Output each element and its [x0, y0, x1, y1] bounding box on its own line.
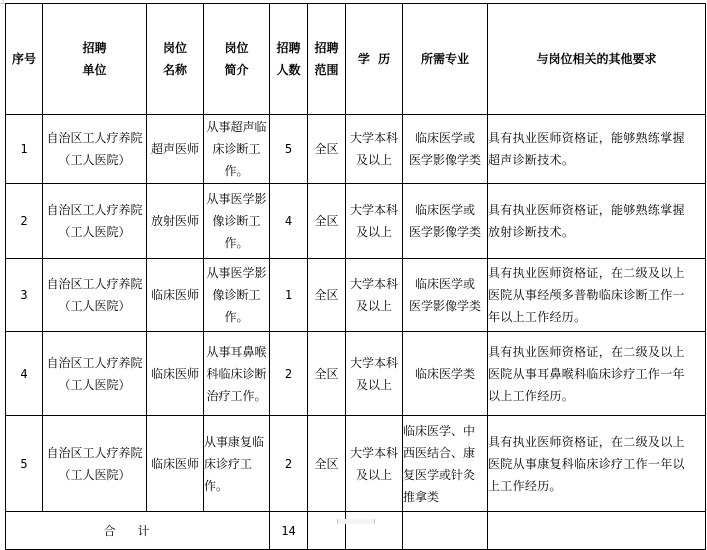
- cell-education: 大学本科 及以上: [346, 115, 403, 184]
- header-other-requirements: 与岗位相关的其他要求: [488, 4, 706, 115]
- cell-index: 1: [6, 115, 43, 184]
- table-row: [6, 416, 706, 512]
- total-other-empty: [488, 512, 706, 550]
- cell-position-intro: 从事超声临 床诊断工 作。: [204, 115, 270, 184]
- header-education: 学 历: [346, 4, 403, 115]
- table-row: [6, 115, 706, 184]
- cell-index: 3: [6, 259, 43, 332]
- cell-headcount: 1: [270, 259, 308, 332]
- total-major-empty: [403, 512, 488, 550]
- cell-scope: 全区: [308, 115, 346, 184]
- cell-education: 大学本科 及以上: [346, 416, 403, 512]
- total-education-empty: [346, 512, 403, 550]
- cell-position-intro: 从事康复临 床诊疗工 作。: [204, 416, 270, 512]
- cell-position-name: 超声医师: [147, 115, 204, 184]
- cell-unit: 自治区工人疗养院 （工人医院）: [43, 332, 147, 416]
- cell-scope: 全区: [308, 259, 346, 332]
- table-row: [6, 259, 706, 332]
- total-label: 合计: [6, 512, 270, 550]
- total-scope-empty: [308, 512, 346, 550]
- cell-position-name: 临床医师: [147, 416, 204, 512]
- cell-other-requirements: 具有执业医师资格证，能够熟练掌握 超声诊断技术。: [488, 115, 706, 184]
- cell-unit: 自治区工人疗养院 （工人医院）: [43, 115, 147, 184]
- cell-major: 临床医学或 医学影像学类: [403, 115, 488, 184]
- total-row: [6, 512, 706, 550]
- corner-marker: [0, 0, 4, 4]
- cell-unit: 自治区工人疗养院 （工人医院）: [43, 184, 147, 259]
- header-headcount: 招聘 人数: [270, 4, 308, 115]
- recruitment-table: [5, 3, 706, 550]
- cell-unit: 自治区工人疗养院 （工人医院）: [43, 416, 147, 512]
- header-position-name: 岗位 名称: [147, 4, 204, 115]
- header-scope: 招聘 范围: [308, 4, 346, 115]
- cell-other-requirements: 具有执业医师资格证，在二级及以上 医院从事耳鼻喉科临床诊疗工作一年 以上工作经历。: [488, 332, 706, 416]
- header-unit: 招聘 单位: [43, 4, 147, 115]
- cell-scope: 全区: [308, 416, 346, 512]
- cell-major: 临床医学或 医学影像学类: [403, 259, 488, 332]
- cell-position-name: 临床医师: [147, 259, 204, 332]
- table-row: [6, 332, 706, 416]
- cell-unit: 自治区工人疗养院 （工人医院）: [43, 259, 147, 332]
- cell-position-intro: 从事医学影 像诊断工 作。: [204, 184, 270, 259]
- header-position-intro: 岗位 简介: [204, 4, 270, 115]
- cell-major: 临床医学、中 西医结合、康 复医学或针灸 推拿类: [403, 416, 488, 512]
- cell-headcount: 4: [270, 184, 308, 259]
- cell-education: 大学本科 及以上: [346, 332, 403, 416]
- table-row: [6, 184, 706, 259]
- horizontal-scrollbar-thumb[interactable]: [337, 519, 375, 524]
- cell-education: 大学本科 及以上: [346, 259, 403, 332]
- cell-index: 2: [6, 184, 43, 259]
- cell-headcount: 2: [270, 332, 308, 416]
- cell-position-intro: 从事医学影 像诊断工 作。: [204, 259, 270, 332]
- cell-index: 4: [6, 332, 43, 416]
- cell-other-requirements: 具有执业医师资格证，在二级及以上 医院从事经颅多普勒临床诊断工作一 年以上工作经历。: [488, 259, 706, 332]
- header-major: 所需专业: [403, 4, 488, 115]
- cell-other-requirements: 具有执业医师资格证，在二级及以上 医院从事康复科临床诊疗工作一年以 上工作经历。: [488, 416, 706, 512]
- header-row: [6, 4, 706, 115]
- cell-education: 大学本科 及以上: [346, 184, 403, 259]
- cell-position-intro: 从事耳鼻喉 科临床诊断 治疗工作。: [204, 332, 270, 416]
- cell-scope: 全区: [308, 184, 346, 259]
- cell-position-name: 放射医师: [147, 184, 204, 259]
- cell-major: 临床医学类: [403, 332, 488, 416]
- cell-other-requirements: 具有执业医师资格证，能够熟练掌握 放射诊断技术。: [488, 184, 706, 259]
- cell-headcount: 2: [270, 416, 308, 512]
- header-index: 序号: [6, 4, 43, 115]
- cell-index: 5: [6, 416, 43, 512]
- cell-major: 临床医学或 医学影像学类: [403, 184, 488, 259]
- cell-position-name: 临床医师: [147, 332, 204, 416]
- cell-scope: 全区: [308, 332, 346, 416]
- total-headcount: 14: [270, 512, 308, 550]
- cell-headcount: 5: [270, 115, 308, 184]
